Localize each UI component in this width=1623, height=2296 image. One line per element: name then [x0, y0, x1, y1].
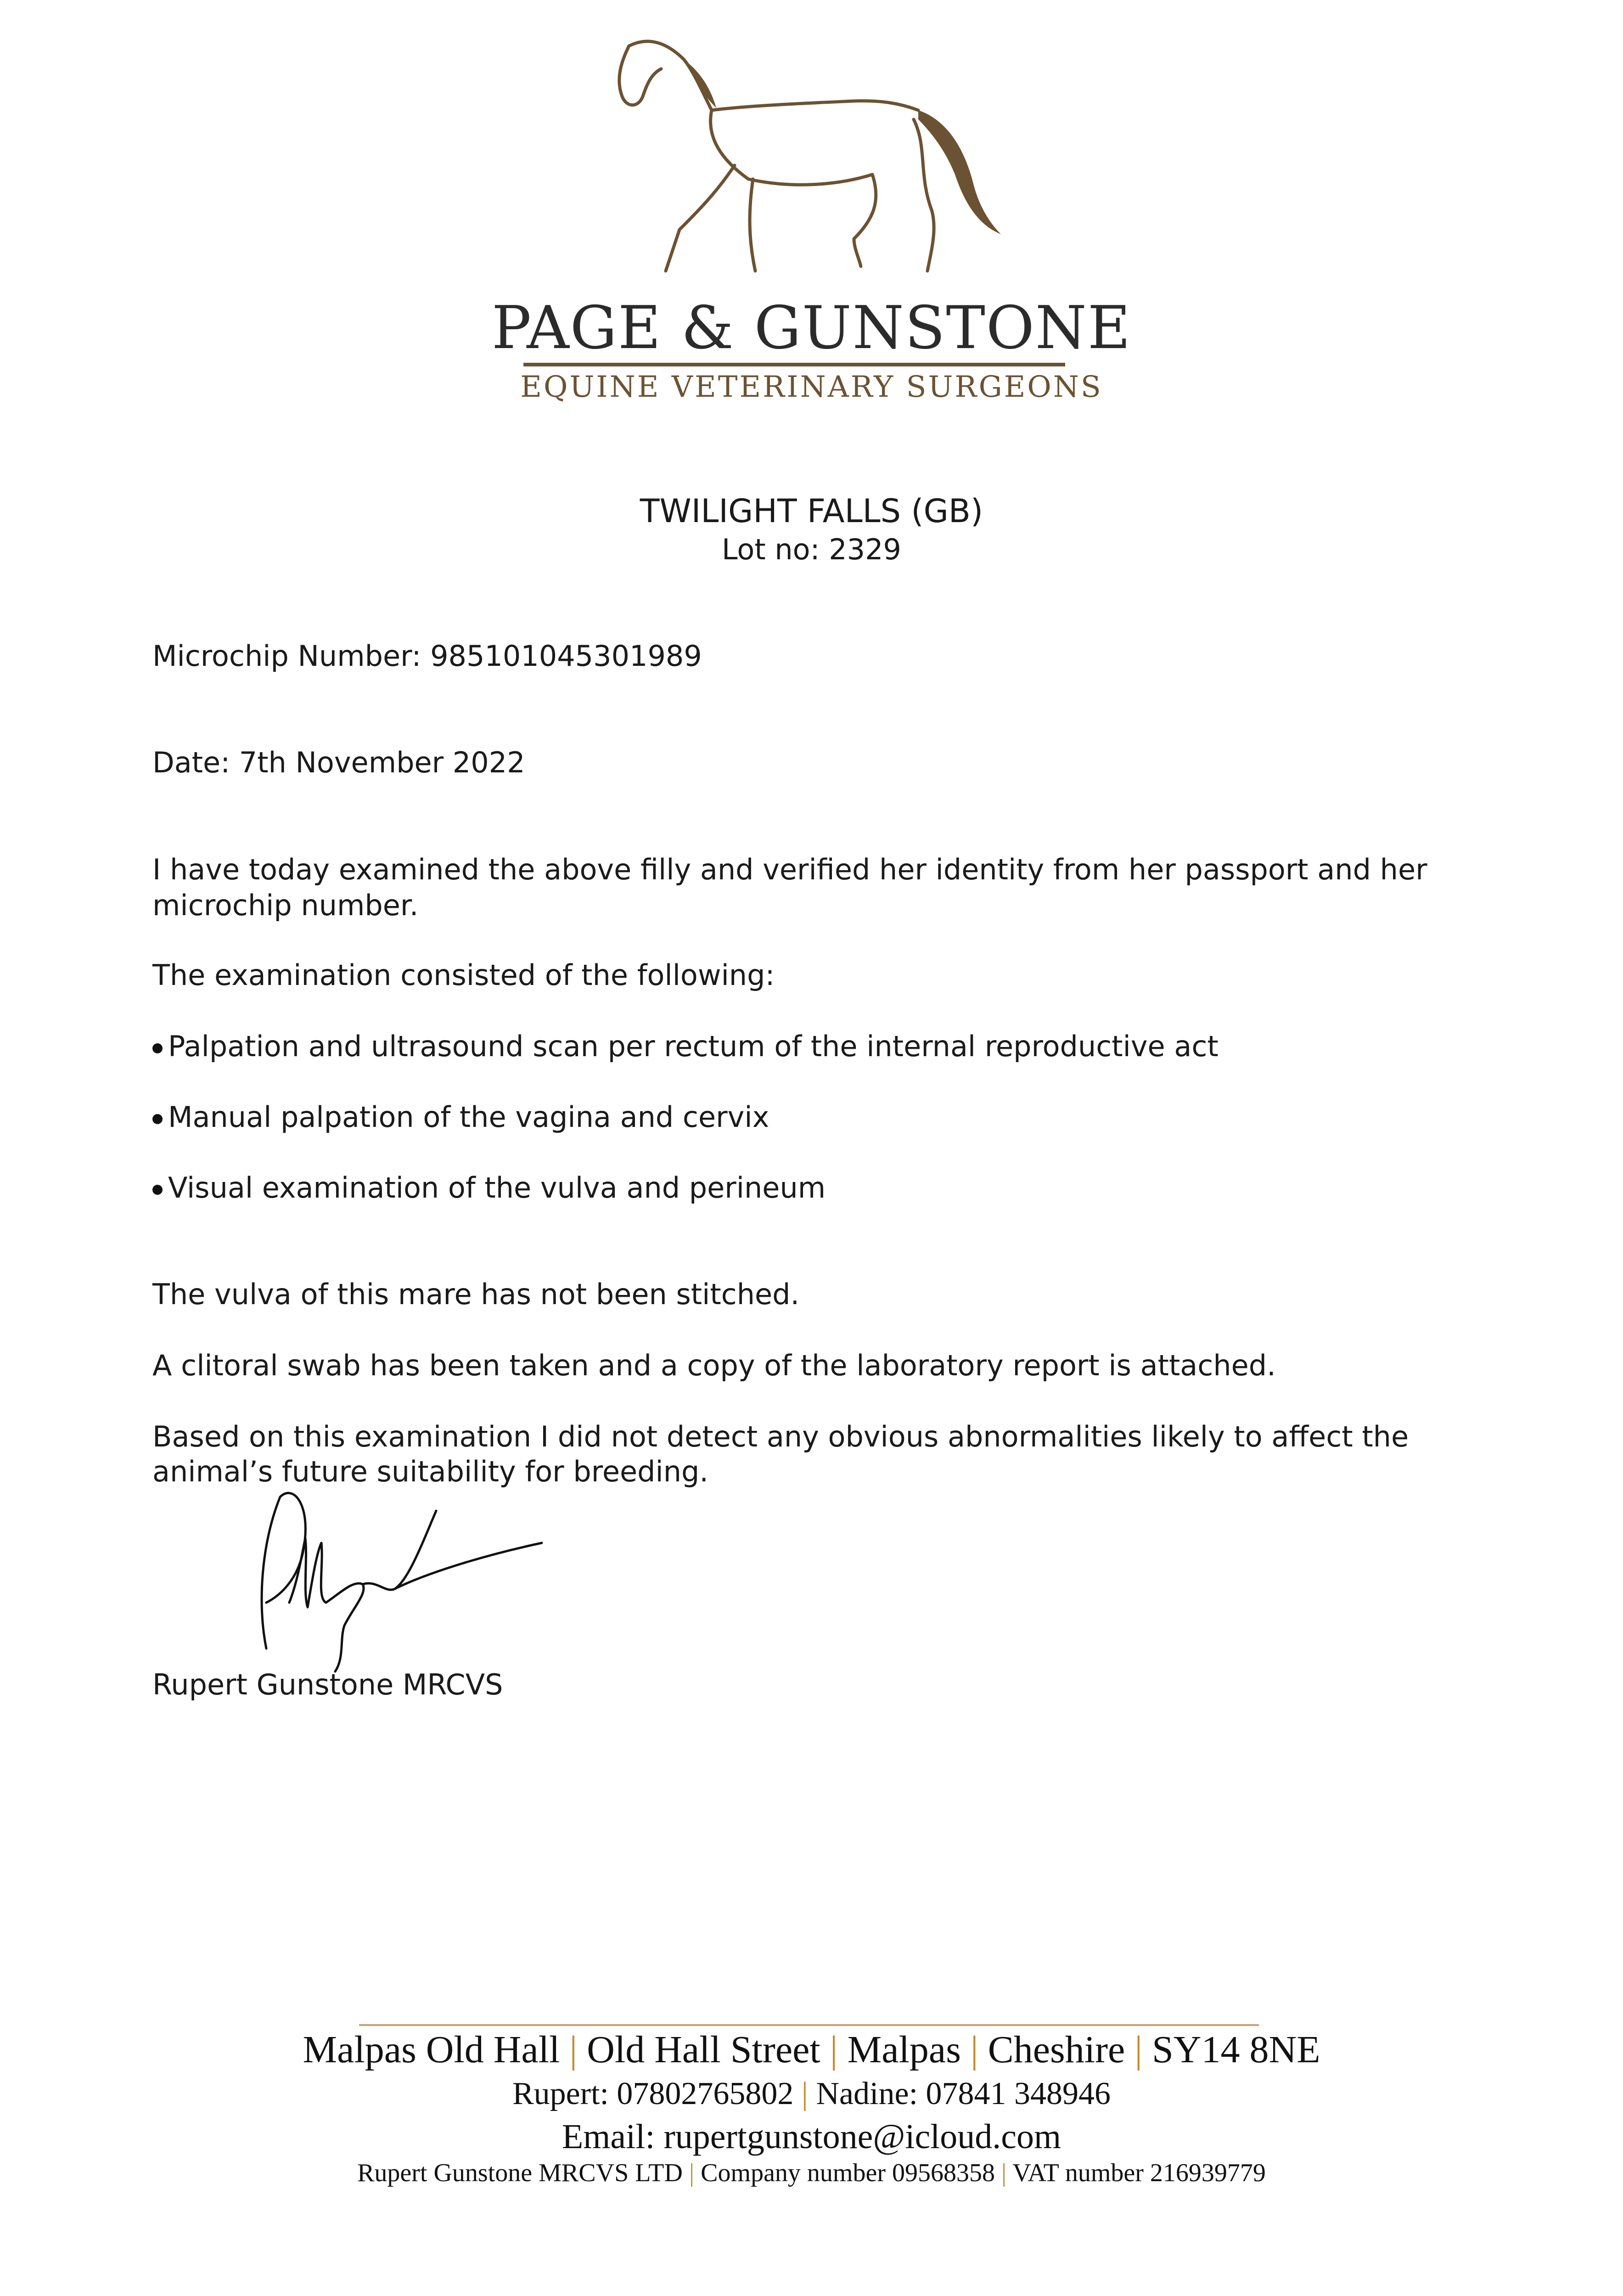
bullet-icon: [152, 1043, 163, 1053]
conclusion-line-1: Based on this examination I did not detect any obvious abnormalities likely to affect the: [152, 1420, 1409, 1453]
microchip-number: Microchip Number: 985101045301989: [152, 639, 702, 673]
address-part: Old Hall Street: [587, 2028, 820, 2071]
address-part: SY14 8NE: [1152, 2028, 1320, 2071]
separator: |: [689, 2159, 695, 2187]
conclusion-line-2: animal’s future suitability for breeding.: [152, 1455, 709, 1488]
phone-nadine: Nadine: 07841 348946: [816, 2076, 1111, 2111]
swab-note: A clitoral swab has been taken and a copy of the laboratory report is attached.: [152, 1349, 1276, 1382]
intro-line-2: microchip number.: [152, 889, 419, 922]
company-number: Company number 09568358: [701, 2159, 995, 2187]
exam-date: Date: 7th November 2022: [152, 746, 525, 779]
footer-address: [0, 2027, 1623, 2072]
separator: |: [801, 2076, 808, 2111]
address-part: Malpas: [847, 2028, 961, 2071]
footer-phones: [0, 2076, 1623, 2112]
footer-company: [0, 2158, 1623, 2188]
vat-number: VAT number 216939779: [1012, 2159, 1266, 2187]
list-item-text: Palpation and ultrasound scan per rectum of the internal reproductive act: [168, 1030, 1219, 1063]
horse-name: TWILIGHT FALLS (GB): [640, 492, 983, 530]
phone-rupert: Rupert: 07802765802: [512, 2076, 794, 2111]
separator: |: [1001, 2159, 1007, 2187]
brand-divider: [523, 363, 1065, 366]
list-item-text: Visual examination of the vulva and perineum: [168, 1171, 826, 1204]
footer-divider: [359, 2024, 1259, 2026]
signatory-name: Rupert Gunstone MRCVS: [152, 1668, 503, 1701]
address-part: Malpas Old Hall: [303, 2028, 560, 2071]
brand-name: PAGE & GUNSTONE: [491, 294, 1132, 362]
signature-image: [248, 1488, 569, 1681]
separator: |: [830, 2028, 838, 2071]
list-item: [152, 1170, 826, 1206]
exam-heading: The examination consisted of the following:: [152, 958, 775, 992]
separator: |: [569, 2028, 578, 2071]
bullet-icon: [152, 1185, 163, 1195]
lot-number: Lot no: 2329: [721, 533, 901, 566]
brand-subtitle: EQUINE VETERINARY SURGEONS: [520, 370, 1103, 404]
company-name: Rupert Gunstone MRCVS LTD: [357, 2159, 683, 2187]
stitch-note: The vulva of this mare has not been stitched.: [152, 1277, 800, 1311]
horse-logo-icon: [597, 28, 1038, 303]
list-item: [152, 1029, 1219, 1064]
address-part: Cheshire: [988, 2028, 1125, 2071]
list-item-text: Manual palpation of the vagina and cervix: [168, 1100, 769, 1134]
list-item: [152, 1099, 769, 1135]
separator: |: [1134, 2028, 1143, 2071]
footer-email: Email: rupertgunstone@icloud.com: [562, 2117, 1061, 2156]
separator: |: [970, 2028, 978, 2071]
intro-line-1: I have today examined the above filly and verified her identity from her passport and her: [152, 853, 1427, 886]
bullet-icon: [152, 1114, 163, 1124]
